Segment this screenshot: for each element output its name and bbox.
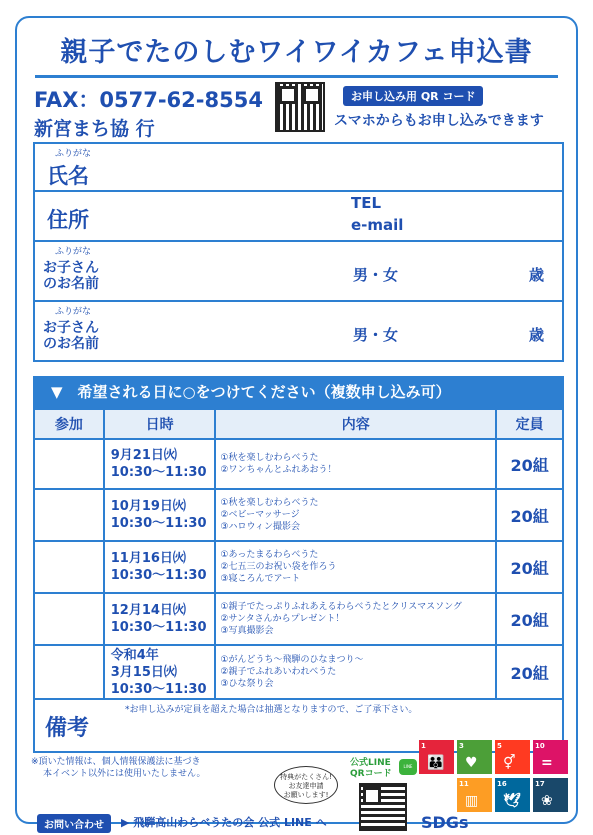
col-header-content: 内容 bbox=[215, 409, 496, 439]
qr-note: スマホからもお申し込みできます bbox=[334, 113, 544, 129]
date-year: 令和4年 bbox=[110, 647, 159, 663]
table-row bbox=[34, 439, 563, 489]
address-row[interactable] bbox=[35, 192, 562, 242]
gender-icon: ⚥ bbox=[503, 755, 516, 771]
heartbeat-icon: ♥ bbox=[465, 755, 478, 771]
child-label-line2: のお名前 bbox=[43, 276, 99, 292]
program-item: ②ワンちゃんとふれあおう！ bbox=[220, 465, 337, 475]
furigana-label: ふりがな bbox=[55, 247, 92, 257]
form-frame bbox=[15, 16, 578, 832]
sdg-goal-number: 16 bbox=[497, 780, 507, 788]
col-header-participate: 参加 bbox=[34, 409, 104, 439]
content-cell bbox=[215, 593, 496, 645]
program-item: ①秋を楽しむわらべうた bbox=[220, 498, 319, 508]
program-item: ①秋を楽しむわらべうた bbox=[220, 453, 319, 463]
capacity-cell: 20組 bbox=[496, 593, 563, 645]
participate-cell[interactable] bbox=[34, 541, 104, 593]
program-item: ①あったまるわらべうた bbox=[220, 550, 319, 560]
time: 10:30～11:30 bbox=[110, 516, 207, 531]
tel-label: TEL bbox=[351, 194, 382, 212]
time: 10:30～11:30 bbox=[110, 620, 207, 635]
program-item: ③寝ころんでアート bbox=[220, 574, 301, 584]
sdg-goal-1 bbox=[419, 740, 454, 774]
title-divider bbox=[35, 75, 558, 78]
content-cell bbox=[215, 489, 496, 541]
col-header-capacity: 定員 bbox=[496, 409, 563, 439]
participate-cell[interactable] bbox=[34, 489, 104, 541]
remarks-note: *お申し込みが定員を超えた場合は抽選となりますので、ご了承下さい。 bbox=[125, 705, 418, 715]
child-row-1[interactable] bbox=[35, 242, 562, 302]
equality-icon: = bbox=[541, 755, 553, 771]
sdgs-label: SDGs bbox=[421, 813, 469, 832]
furigana-label: ふりがな bbox=[55, 307, 92, 317]
date: 3月15日㈫ bbox=[110, 664, 177, 680]
publisher: 新宮まち協 行 bbox=[34, 118, 155, 140]
participate-cell[interactable] bbox=[34, 439, 104, 489]
sdg-goal-number: 10 bbox=[535, 742, 545, 750]
name-row[interactable] bbox=[35, 144, 562, 192]
sdg-goal-17 bbox=[533, 778, 568, 812]
people-icon: 👪 bbox=[427, 755, 445, 771]
program-item: ①がんどうち～飛騨のひなまつり～ bbox=[220, 655, 364, 665]
remarks-label: 備考 bbox=[45, 716, 90, 741]
sdg-goal-number: 3 bbox=[459, 742, 464, 750]
child-label-line1: お子さん bbox=[43, 320, 99, 336]
date: 11月16日㈫ bbox=[110, 551, 186, 566]
participate-cell[interactable] bbox=[34, 593, 104, 645]
furigana-label: ふりがな bbox=[55, 149, 92, 159]
sdg-goal-number: 17 bbox=[535, 780, 545, 788]
sdg-goal-number: 1 bbox=[421, 742, 426, 750]
page-title: 親子でたのしむワイワイカフェ申込書 bbox=[60, 37, 533, 68]
sdg-goal-10 bbox=[533, 740, 568, 774]
dove-icon: 🕊 bbox=[503, 793, 521, 809]
line-qr-label bbox=[350, 758, 392, 780]
sdg-goal-16 bbox=[495, 778, 530, 812]
program-item: ③ハロウィン撮影会 bbox=[220, 522, 300, 532]
date: 9月21日㈫ bbox=[110, 448, 177, 463]
capacity-cell: 20組 bbox=[496, 439, 563, 489]
schedule-table bbox=[33, 408, 564, 700]
table-row bbox=[34, 489, 563, 541]
time: 10:30～11:30 bbox=[110, 465, 207, 480]
date: 12月14日㈫ bbox=[110, 603, 186, 618]
contact-badge: お問い合わせ bbox=[37, 814, 111, 833]
privacy-note bbox=[31, 756, 206, 780]
datetime-cell bbox=[104, 593, 216, 645]
content-cell bbox=[215, 645, 496, 699]
child-row-2[interactable] bbox=[35, 302, 562, 360]
line-label-2: QRコード bbox=[350, 769, 392, 779]
child-label-line1: お子さん bbox=[43, 260, 99, 276]
privacy-line-2: 本イベント以外には使用いたしません。 bbox=[43, 769, 206, 779]
sdg-goal-5 bbox=[495, 740, 530, 774]
age-label: 歳 bbox=[529, 326, 545, 344]
table-row bbox=[34, 541, 563, 593]
email-label: e-mail bbox=[351, 216, 404, 234]
sdg-goal-number: 11 bbox=[459, 780, 469, 788]
speech-bubble bbox=[274, 766, 338, 804]
instruction-banner: ▼ 希望される日に○をつけてください（複数申し込み可） bbox=[33, 376, 564, 408]
privacy-line-1: ※頂いた情報は、個人情報保護法に基づき bbox=[31, 757, 201, 767]
sdg-goal-11 bbox=[457, 778, 492, 812]
line-app-icon: LINE bbox=[399, 759, 417, 775]
participate-cell[interactable] bbox=[34, 645, 104, 699]
application-qr-icon[interactable] bbox=[275, 82, 325, 132]
capacity-cell: 20組 bbox=[496, 541, 563, 593]
address-label: 住所 bbox=[47, 208, 89, 232]
program-item: ③写真撮影会 bbox=[220, 626, 274, 636]
age-label: 歳 bbox=[529, 266, 545, 284]
partnership-icon: ❀ bbox=[541, 793, 553, 809]
datetime-cell bbox=[104, 439, 216, 489]
qr-badge: お申し込み用 QR コード bbox=[343, 86, 483, 106]
time: 10:30～11:30 bbox=[110, 568, 207, 583]
name-label: 氏名 bbox=[47, 164, 89, 188]
sdg-goal-3 bbox=[457, 740, 492, 774]
program-item: ②親子でふれあいわれべうた bbox=[220, 667, 337, 677]
time: 10:30～11:30 bbox=[110, 681, 207, 697]
line-qr-icon[interactable] bbox=[359, 783, 407, 831]
program-item: ③ひな祭り会 bbox=[220, 679, 274, 689]
date: 10月19日㈫ bbox=[110, 499, 186, 514]
content-cell bbox=[215, 541, 496, 593]
gender-choice[interactable]: 男・女 bbox=[353, 266, 399, 284]
table-row bbox=[34, 645, 563, 699]
bubble-line-1: 特典がたくさん! bbox=[280, 773, 332, 781]
sdg-goal-number: 5 bbox=[497, 742, 502, 750]
fax-number: FAX：0577-62-8554 bbox=[34, 88, 263, 112]
col-header-datetime: 日時 bbox=[104, 409, 216, 439]
capacity-cell: 20組 bbox=[496, 489, 563, 541]
program-item: ②七五三のお祝い袋を作ろう bbox=[220, 562, 337, 572]
program-item: ②サンタさんからプレゼント！ bbox=[220, 614, 345, 624]
datetime-cell bbox=[104, 489, 216, 541]
content-cell bbox=[215, 439, 496, 489]
line-label-1: 公式LINE bbox=[350, 758, 391, 768]
child-label-line2: のお名前 bbox=[43, 336, 99, 352]
datetime-cell bbox=[104, 541, 216, 593]
city-icon: ▥ bbox=[465, 793, 479, 809]
applicant-form bbox=[33, 142, 564, 362]
gender-choice[interactable]: 男・女 bbox=[353, 326, 399, 344]
bubble-line-3: お願いします! bbox=[283, 791, 329, 799]
bubble-line-2: お友達申請 bbox=[288, 782, 324, 790]
table-row bbox=[34, 593, 563, 645]
program-item: ②ベビーマッサージ bbox=[220, 510, 300, 520]
program-item: ①親子でたっぷりふれあえるわらべうたとクリスマスソング bbox=[220, 602, 462, 612]
capacity-cell: 20組 bbox=[496, 645, 563, 699]
contact-link[interactable]: ▶ 飛騨高山わらべうたの会 公式 LINE へ bbox=[121, 816, 327, 829]
datetime-cell bbox=[104, 645, 216, 699]
